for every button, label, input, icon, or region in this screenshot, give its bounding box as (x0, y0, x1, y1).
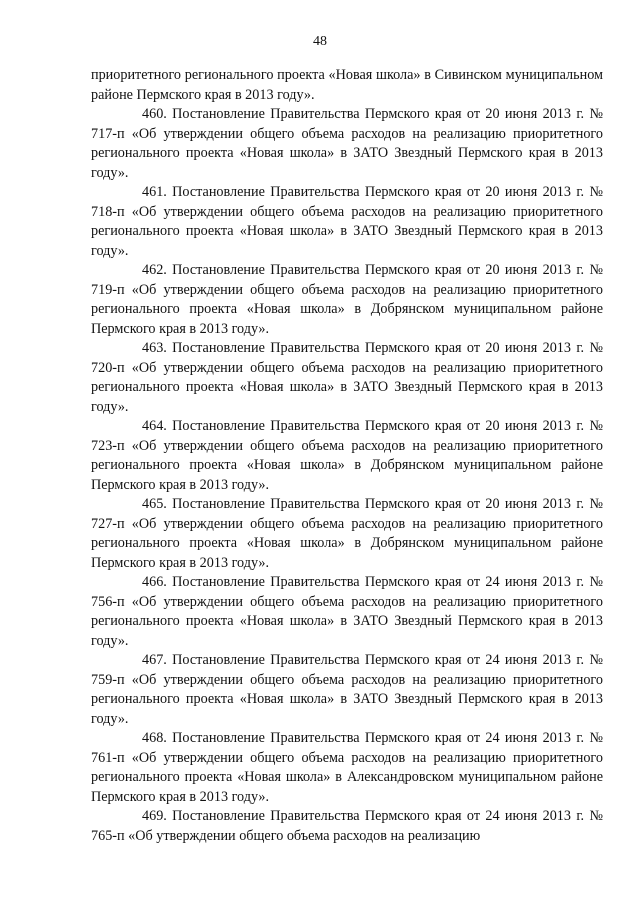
paragraph-item-463: 463. Постановление Правительства Пермского края от 20 июня 2013 г. № 720-п «Об утверждении общего объема расходов на реализацию приоритетного регионального проекта «Новая школа» в ЗАТО Звездный Пермского края в 2013 году». (91, 340, 603, 415)
paragraph-item-466: 466. Постановление Правительства Пермского края от 24 июня 2013 г. № 756-п «Об утверждении общего объема расходов на реализацию приоритетного регионального проекта «Новая школа» в ЗАТО Звездный Пермского края в 2013 году». (91, 574, 603, 649)
paragraph-item-461: 461. Постановление Правительства Пермского края от 20 июня 2013 г. № 718-п «Об утверждении общего объема расходов на реализацию приоритетного регионального проекта «Новая школа» в ЗАТО Звездный Пермского края в 2013 году». (91, 184, 603, 259)
page-number: 48 (313, 34, 327, 49)
paragraph-item-468: 468. Постановление Правительства Пермского края от 24 июня 2013 г. № 761-п «Об утверждении общего объема расходов на реализацию приоритетного регионального проекта «Новая школа» в Александровском муниципальном районе Пермского края в 2013 году». (91, 730, 603, 805)
paragraph-item-460: 460. Постановление Правительства Пермского края от 20 июня 2013 г. № 717-п «Об утверждении общего объема расходов на реализацию приоритетного регионального проекта «Новая школа» в ЗАТО Звездный Пермского края в 2013 году». (91, 106, 603, 181)
document-body (91, 66, 603, 846)
paragraph-item-469: 469. Постановление Правительства Пермского края от 24 июня 2013 г. № 765-п «Об утверждении общего объема расходов на реализацию (91, 808, 603, 844)
paragraph-item-462: 462. Постановление Правительства Пермского края от 20 июня 2013 г. № 719-п «Об утверждении общего объема расходов на реализацию приоритетного регионального проекта «Новая школа» в Добрянском муниципальном районе Пермского края в 2013 году». (91, 262, 603, 337)
paragraph-item-464: 464. Постановление Правительства Пермского края от 20 июня 2013 г. № 723-п «Об утверждении общего объема расходов на реализацию приоритетного регионального проекта «Новая школа» в Добрянском муниципальном районе Пермского края в 2013 году». (91, 418, 603, 493)
paragraph-continuation: приоритетного регионального проекта «Новая школа» в Сивинском муниципальном районе Пермского края в 2013 году». (91, 67, 603, 103)
paragraph-item-465: 465. Постановление Правительства Пермского края от 20 июня 2013 г. № 727-п «Об утверждении общего объема расходов на реализацию приоритетного регионального проекта «Новая школа» в Добрянском муниципальном районе Пермского края в 2013 году». (91, 496, 603, 571)
paragraph-item-467: 467. Постановление Правительства Пермского края от 24 июня 2013 г. № 759-п «Об утверждении общего объема расходов на реализацию приоритетного регионального проекта «Новая школа» в ЗАТО Звездный Пермского края в 2013 году». (91, 652, 603, 727)
